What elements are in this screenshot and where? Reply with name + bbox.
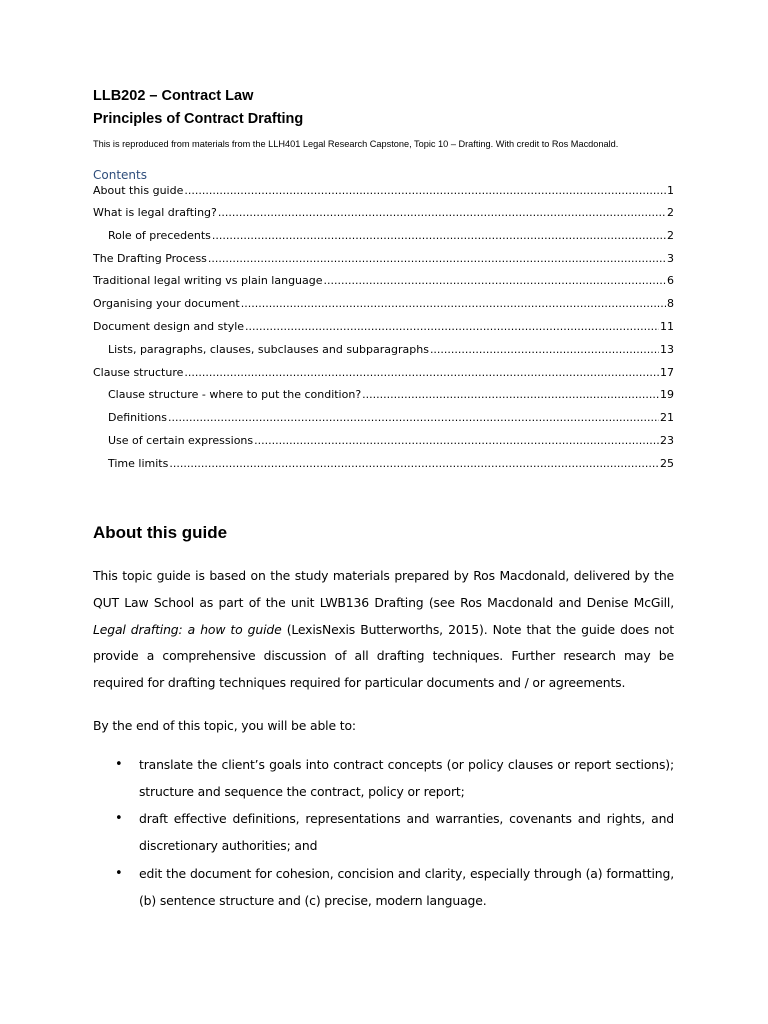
bullet-icon: •	[115, 811, 123, 827]
toc-entry-title: Document design and style	[93, 319, 245, 333]
toc-entry-page: 6	[667, 274, 674, 288]
toc-entry-about-this-guide[interactable]	[93, 183, 674, 205]
toc-entry-page: 21	[660, 411, 674, 425]
list-item	[93, 861, 674, 915]
toc-entry-page: 17	[660, 365, 674, 379]
toc-entry-clause-condition[interactable]	[93, 387, 674, 410]
toc-dot-leader	[254, 433, 659, 449]
list-item	[93, 752, 674, 806]
about-paragraph-text-end: (LexisNexis Butterworths, 2015). Note that the guide does not provide a comprehensive discussion of all drafting techniques. Further research may be required for drafting techniques required for particular documents and / or agreements.	[93, 621, 674, 691]
toc-entry-title: Lists, paragraphs, clauses, subclauses and subparagraphs	[108, 342, 429, 356]
toc-dot-leader	[324, 273, 666, 289]
toc-dot-leader	[362, 387, 659, 403]
toc-dot-leader	[184, 183, 666, 199]
toc-dot-leader	[208, 251, 666, 267]
toc-entry-title: Clause structure	[93, 365, 184, 379]
about-section-body	[93, 563, 674, 916]
book-title: Legal drafting: a how to guide	[93, 621, 282, 637]
toc-entry-page: 2	[667, 228, 674, 242]
toc-entry-page: 11	[660, 319, 674, 333]
toc-entry-page: 25	[660, 456, 674, 470]
document-title: Principles of Contract Drafting	[93, 111, 304, 127]
list-item-text: edit the document for cohesion, concision and clarity, especially through (a) formatting, (b) sentence structure and (c) precise, modern language.	[139, 865, 674, 908]
toc-entry-title: Use of certain expressions	[108, 433, 254, 447]
document-page	[93, 86, 674, 908]
toc-entry-title: About this guide	[93, 184, 184, 197]
toc-dot-leader	[168, 410, 659, 426]
toc-entry-page: 3	[667, 251, 674, 265]
section-heading-about: About this guide	[93, 523, 228, 542]
toc-entry-role-of-precedents[interactable]	[93, 228, 674, 251]
outcomes-list	[93, 752, 674, 915]
toc-entry-traditional-vs-plain[interactable]	[93, 273, 674, 296]
toc-entry-document-design[interactable]	[93, 319, 674, 342]
toc-entry-organising-document[interactable]	[93, 296, 674, 319]
toc-entry-title: What is legal drafting?	[93, 206, 217, 219]
toc-dot-leader	[212, 228, 666, 244]
list-item-text: draft effective definitions, representations and warranties, covenants and rights, and discretionary authorities; and	[139, 811, 674, 854]
table-of-contents	[93, 183, 674, 479]
contents-heading: Contents	[93, 168, 147, 182]
list-item	[93, 806, 674, 860]
about-paragraph-text-start: This topic guide is based on the study materials prepared by Ros Macdonald, delivered by the QUT Law School as part of the unit LWB136 Drafting (see Ros Macdonald and Denise McGill,	[93, 568, 674, 610]
toc-entry-title: Clause structure - where to put the condition?	[108, 388, 362, 402]
toc-entry-certain-expressions[interactable]	[93, 433, 674, 456]
toc-dot-leader	[218, 205, 666, 221]
credit-note: This is reproduced from materials from the LLH401 Legal Research Capstone, Topic 10 – Drafting. With credit to Ros Macdonald.	[93, 139, 619, 149]
toc-entry-title: Role of precedents	[108, 228, 211, 242]
bullet-icon: •	[115, 865, 123, 881]
toc-entry-time-limits[interactable]	[93, 456, 674, 479]
toc-entry-lists-paragraphs[interactable]	[93, 342, 674, 365]
toc-entry-page: 2	[667, 206, 674, 219]
toc-entry-title: Organising your document	[93, 297, 240, 311]
toc-entry-title: Traditional legal writing vs plain language	[93, 274, 323, 288]
toc-entry-page: 1	[667, 184, 674, 197]
toc-dot-leader	[430, 342, 659, 358]
toc-entry-page: 8	[667, 297, 674, 311]
toc-entry-title: Definitions	[108, 411, 167, 425]
toc-entry-page: 13	[660, 342, 674, 356]
toc-entry-title: Time limits	[108, 456, 169, 470]
toc-entry-page: 19	[660, 388, 674, 402]
toc-entry-title: The Drafting Process	[93, 251, 207, 265]
toc-entry-drafting-process[interactable]	[93, 251, 674, 274]
course-title: LLB202 – Contract Law	[93, 88, 254, 104]
list-item-text: translate the client’s goals into contract concepts (or policy clauses or report sections); structure and sequence the contract, policy or report;	[139, 756, 674, 799]
bullet-icon: •	[115, 756, 123, 772]
about-paragraph	[93, 563, 674, 697]
toc-entry-what-is-legal-drafting[interactable]	[93, 205, 674, 228]
toc-dot-leader	[241, 296, 666, 312]
outcomes-intro: By the end of this topic, you will be able to:	[93, 717, 356, 733]
toc-dot-leader	[245, 319, 659, 335]
toc-dot-leader	[169, 456, 659, 472]
toc-entry-page: 23	[660, 433, 674, 447]
toc-entry-clause-structure[interactable]	[93, 365, 674, 388]
toc-entry-definitions[interactable]	[93, 410, 674, 433]
toc-dot-leader	[184, 365, 659, 381]
